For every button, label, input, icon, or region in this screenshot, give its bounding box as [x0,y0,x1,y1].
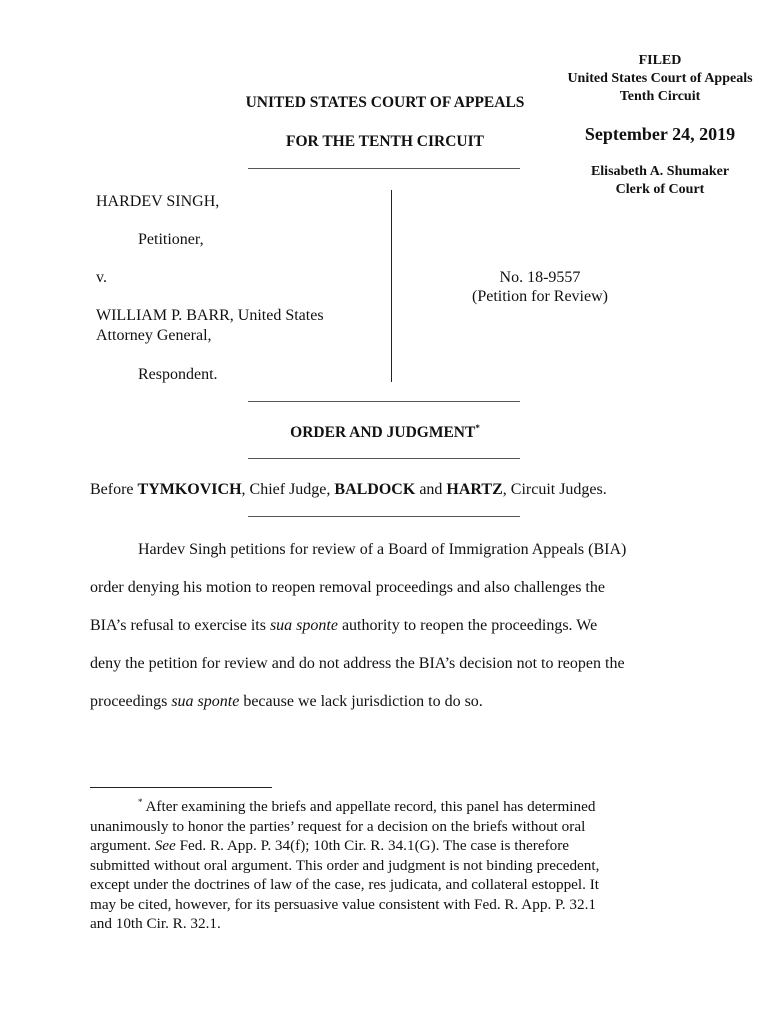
order-title [200,424,570,442]
judge-baldock: BALDOCK [334,481,416,498]
footnote-mark: * [138,796,143,807]
panel-rule [248,516,520,517]
petitioner-name: HARDEV SINGH, [96,193,220,210]
filed-date: September 24, 2019 [584,124,736,144]
footnote-line-4: submitted without oral argument. This order and judgment is not binding precedent, [90,856,600,874]
body-line-5-italic: sua sponte [171,693,240,710]
body-line-3a: BIA’s refusal to exercise its [90,617,270,634]
body-line-5a: proceedings [90,693,172,710]
case-type: (Petition for Review) [472,288,608,305]
body-line-2: order denying his motion to reopen removal proceedings and also challenges the [90,579,605,596]
body-line-4: deny the petition for review and do not address the BIA’s decision not to reopen the [90,655,625,672]
footnote-line-7: and 10th Cir. R. 32.1. [90,915,221,932]
panel-and: and [415,481,447,498]
footnote-line-3a: argument. [90,837,155,854]
stamp-court: United States Court of Appeals [567,71,753,86]
body-line-3b: authority to reopen the proceedings. We [337,617,598,634]
clerk-title: Clerk of Court [615,182,705,197]
filed-stamp [550,52,770,106]
footnote-line-3-italic: See [154,837,176,854]
circuit-title: FOR THE TENTH CIRCUIT [286,133,484,150]
footnote-line-5: except under the doctrines of law of the case, res judicata, and collateral estoppel. It [90,876,599,893]
body-line-3 [90,617,597,635]
footnote-line-3b: Fed. R. App. P. 34(f); 10th Cir. R. 34.1(G). The case is therefore [175,837,570,854]
clerk-name: Elisabeth A. Shumaker [590,164,730,179]
body-line-3-italic: sua sponte [269,617,338,634]
stamp-circuit: Tenth Circuit [619,89,701,104]
header-rule [248,168,520,169]
footnote-line-6: may be cited, however, for its persuasive value consistent with Fed. R. App. P. 32.1 [90,895,596,913]
judge-chief-title: , Chief Judge, [241,481,335,498]
footnote-line-2: unanimously to honor the parties’ request for a decision on the briefs without oral [90,817,586,835]
judge-hartz: HARTZ [446,481,503,498]
order-title-footnote-mark: * [475,422,480,433]
body-line-5b: because we lack jurisdiction to do so. [239,693,483,710]
caption-divider [391,190,392,382]
panel-suffix: , Circuit Judges. [502,481,607,498]
footnote-line-1-text: After examining the briefs and appellate record, this panel has determined [142,798,596,815]
respondent-role: Respondent. [138,366,218,383]
judge-tymkovich: TYMKOVICH [137,481,242,498]
petitioner-role: Petitioner, [138,231,204,248]
clerk-block [550,163,770,199]
order-title-rule [248,458,520,459]
caption-rule [248,401,520,402]
versus: v. [96,269,107,286]
footnote-separator [90,787,272,788]
footnote [90,797,690,934]
panel-prefix: Before [90,481,138,498]
respondent-name-1: WILLIAM P. BARR, United States [96,307,324,324]
case-number: No. 18-9557 [499,269,581,286]
filed-label: FILED [638,53,682,68]
order-title-text: ORDER AND JUDGMENT [290,424,476,441]
footnote-line-1 [90,797,690,817]
body-line-1: Hardev Singh petitions for review of a Board of Immigration Appeals (BIA) [138,541,627,558]
panel-line [90,481,607,499]
court-title: UNITED STATES COURT OF APPEALS [245,94,525,111]
footnote-line-3 [90,836,690,856]
body-line-5 [90,693,483,711]
respondent-name-2: Attorney General, [96,327,212,344]
